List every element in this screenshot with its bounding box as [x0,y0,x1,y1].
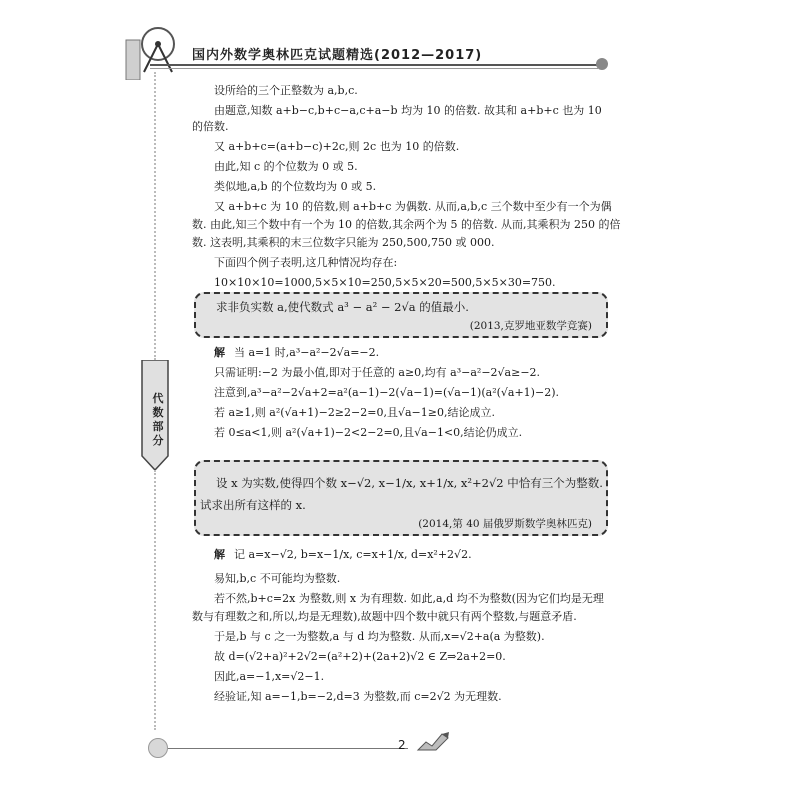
header-rule [150,64,598,66]
text-line: 10×10×10=1000,5×5×10=250,5×5×20=500,5×5×30=750. [214,276,556,289]
problem-source: (2014,第 40 届俄罗斯数学奥林匹克) [418,518,592,530]
solution-label: 解 [214,548,225,561]
text-line: 若不然,b+c=2x 为整数,则 x 为有理数. 如此,a,d 均不为整数(因为它们均是无理 [214,592,604,605]
side-dotted-line-lower [154,470,156,730]
text-line: 的倍数. [192,120,229,133]
text-line: 当 a=1 时,a³−a²−2√a=−2. [234,346,380,359]
text-line: 经验证,知 a=−1,b=−2,d=3 为整数,而 c=2√2 为无理数. [214,690,502,703]
problem-box [194,292,608,338]
section-tab-label: 代数部分 [152,392,164,447]
problem-statement: 设 x 为实数,使得四个数 x−√2, x−1/x, x+1/x, x²+2√2 中恰有三个为整数. [216,476,603,490]
text-line: 因此,a=−1,x=√2−1. [214,670,325,683]
text-line: 只需证明:−2 为最小值,即对于任意的 a≥0,均有 a³−a²−2√a≥−2. [214,366,541,379]
text-line: 又 a+b+c 为 10 的倍数,则 a+b+c 为偶数. 从而,a,b,c 三个数中至少有一个为偶 [214,200,612,213]
text-line: 又 a+b+c=(a+b−c)+2c,则 2c 也为 10 的倍数. [214,140,460,153]
problem-statement: 求非负实数 a,使代数式 a³ − a² − 2√a 的值最小. [216,300,469,314]
problem-box [194,460,608,536]
text-line: 易知,b,c 不可能均为整数. [214,572,341,585]
text-line: 由此,知 c 的个位数为 0 或 5. [214,160,358,173]
header-title: 国内外数学奥林匹克试题精选(2012—2017) [192,48,483,63]
text-line: 设所给的三个正整数为 a,b,c. [214,84,358,97]
text-line: 注意到,a³−a²−2√a+2=a²(a−1)−2(√a−1)=(√a−1)(a²(√a+1)−2). [214,386,559,399]
text-line: 数. 由此,知三个数中有一个为 10 的倍数,其余两个为 5 的倍数. 从而,其乘积为 250 的倍 [192,218,621,231]
side-dotted-line [154,72,156,360]
text-line: 故 d=(√2+a)²+2√2=(a²+2)+(2a+2)√2 ∈ Z⇒2a+2=0. [214,650,506,663]
footer-dot-icon [148,738,168,758]
solution-label: 解 [214,346,225,359]
problem-source: (2013,克罗地亚数学竞赛) [469,320,592,332]
text-line: 数与有理数之和,所以,均是无理数),故题中四个数中就只有两个整数,与题意矛盾. [192,610,577,623]
text-line: 于是,b 与 c 之一为整数,a 与 d 均为整数. 从而,x=√2+a(a 为整数). [214,630,545,643]
text-line: 若 0≤a<1,则 a²(√a+1)−2<2−2=0,且√a−1<0,结论仍成立. [214,426,523,439]
compass-logo-icon [120,20,180,80]
header-dot-icon [596,58,608,70]
header-rule-thin [150,68,598,69]
page-number: 2 [398,738,406,752]
text-line: 若 a≥1,则 a²(√a+1)−2≥2−2=0,且√a−1≥0,结论成立. [214,406,495,419]
pencil-decoration-icon [416,730,450,752]
text-line: 数. 这表明,其乘积的末三位数字只能为 250,500,750 或 000. [192,236,495,249]
text-line: 记 a=x−√2, b=x−1/x, c=x+1/x, d=x²+2√2. [234,548,472,561]
text-line: 由题意,知数 a+b−c,b+c−a,c+a−b 均为 10 的倍数. 故其和 a+b+c 也为 10 [214,104,602,117]
text-line: 下面四个例子表明,这几种情况均存在: [214,256,398,269]
problem-statement-cont: 试求出所有这样的 x. [200,498,306,512]
text-line: 类似地,a,b 的个位数均为 0 或 5. [214,180,377,193]
footer-rule [168,748,408,749]
